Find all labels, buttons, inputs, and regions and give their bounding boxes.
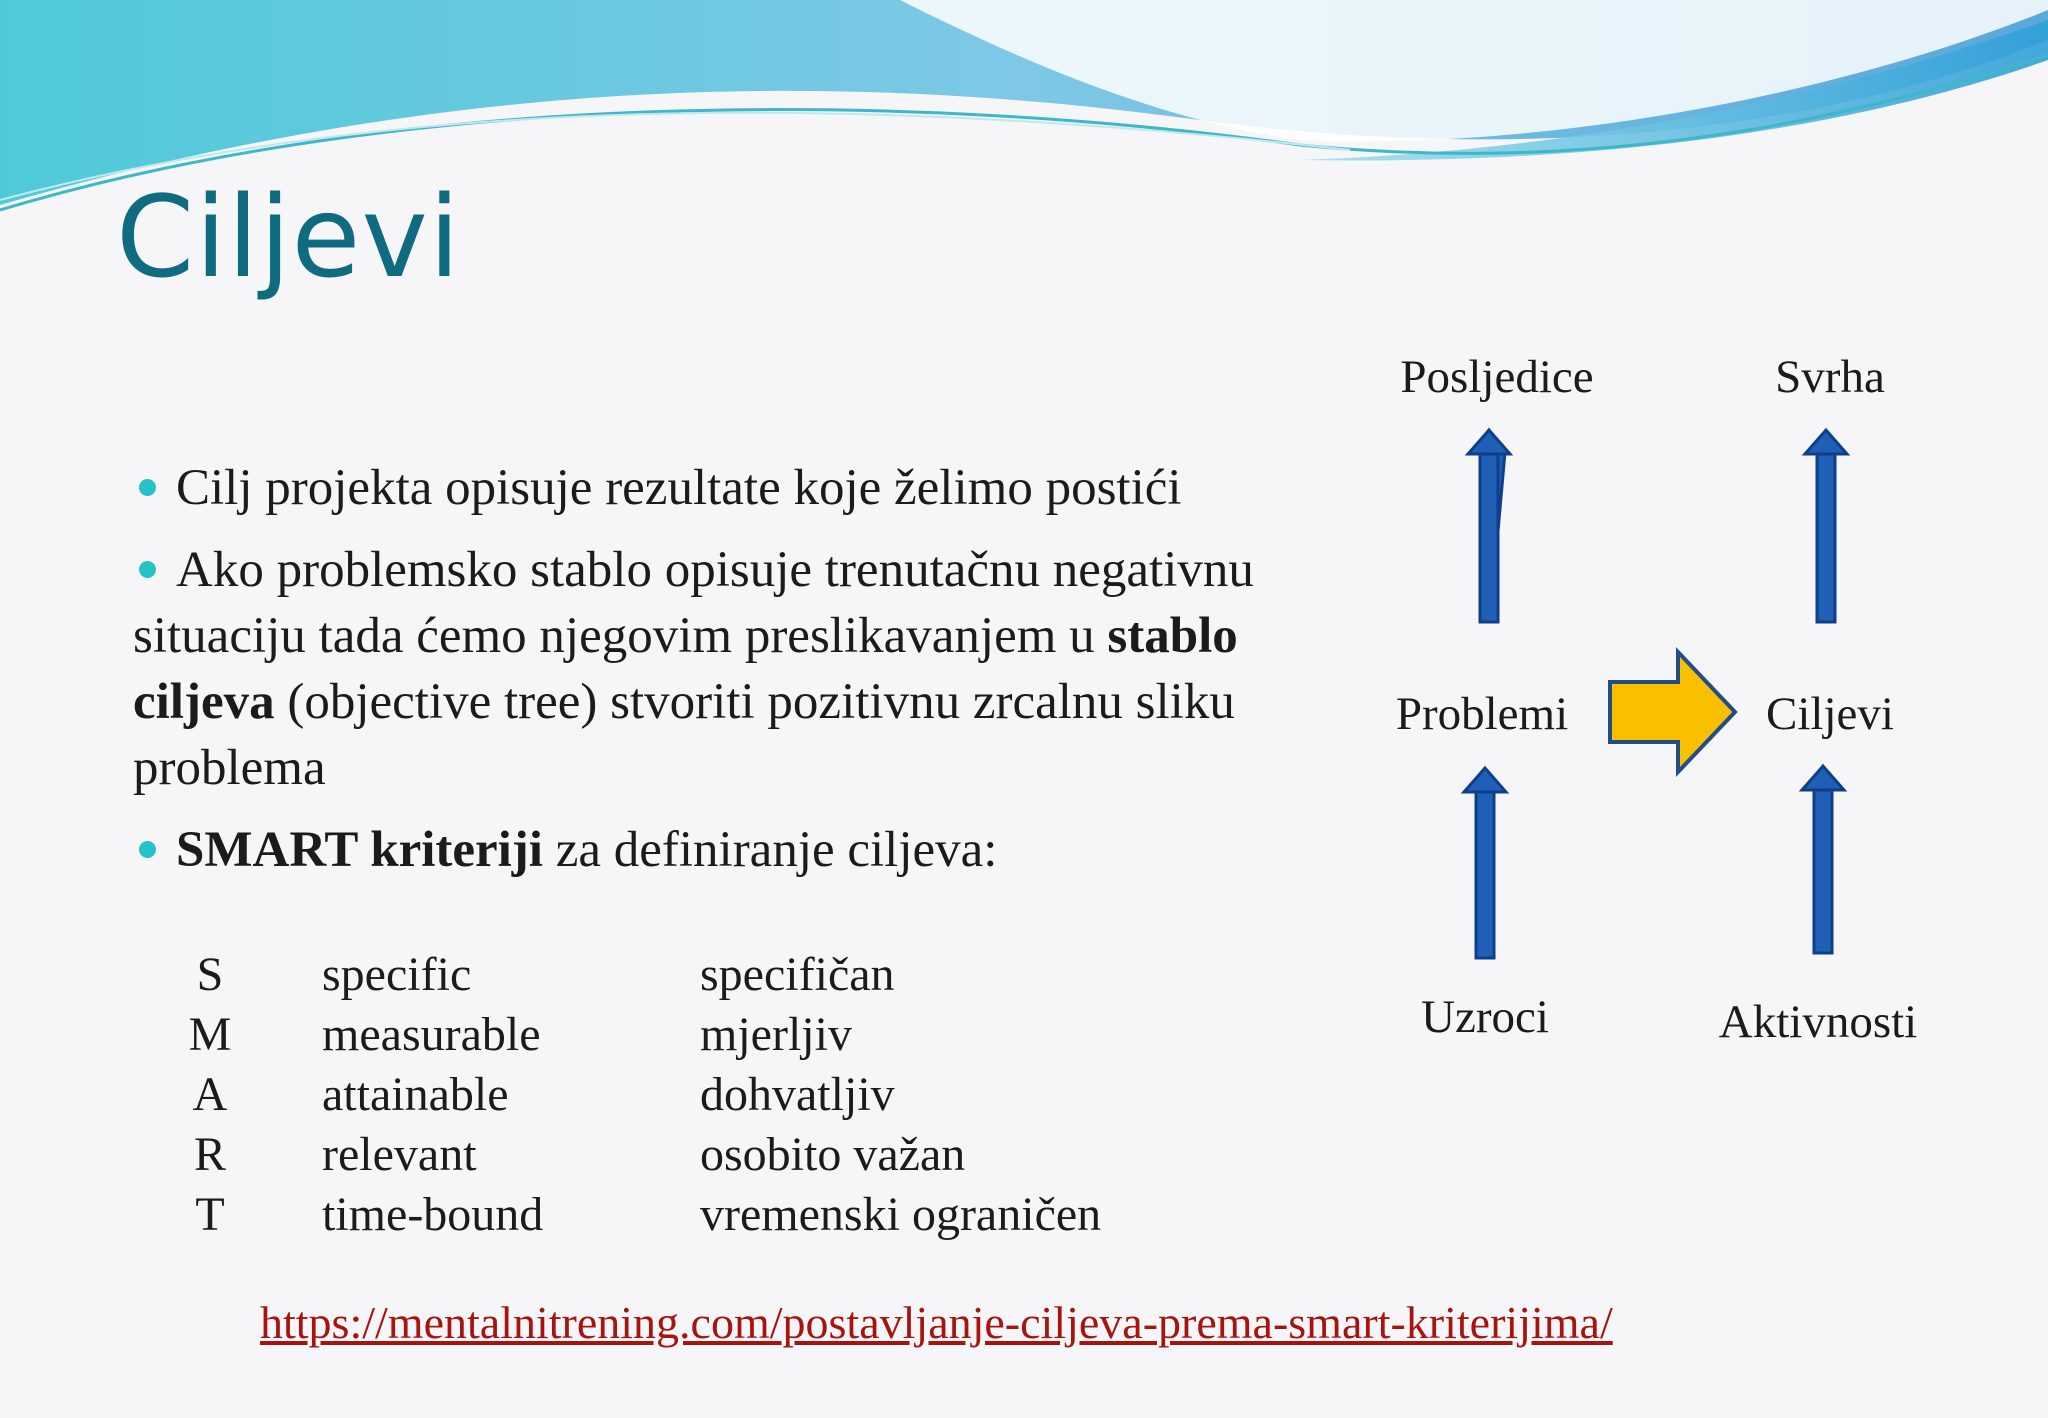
arrow-up-icon [1805, 430, 1847, 622]
bullet-3-bold: SMART kriteriji [176, 822, 543, 878]
smart-letter: M [188, 1008, 232, 1061]
smart-english: relevant [322, 1128, 477, 1181]
smart-english: time-bound [322, 1188, 544, 1241]
smart-letter: S [196, 948, 224, 1001]
arrow-up-icon [1464, 768, 1506, 958]
bullet-item [133, 817, 1333, 883]
smart-croatian: mjerljiv [700, 1008, 852, 1061]
label-svrha: Svrha [1775, 351, 1885, 403]
bullet-3-text-post: za definiranje ciljeva: [542, 822, 998, 878]
source-link[interactable]: https://mentalnitrening.com/postavljanje-ciljeva-prema-smart-kriterijima/ [260, 1297, 1613, 1348]
label-problemi: Problemi [1395, 688, 1569, 740]
problem-objective-diagram [1360, 330, 2010, 1080]
label-posljedice: Posljedice [1400, 351, 1594, 403]
arrow-up-icon [1468, 430, 1510, 622]
bullet-1-text: Cilj projekta opisuje rezultate koje želimo postići [176, 460, 1182, 516]
arrow-right-icon [1610, 652, 1735, 772]
bullet-dot-icon [139, 561, 156, 578]
smart-english: attainable [322, 1068, 509, 1121]
label-uzroci: Uzroci [1421, 991, 1549, 1043]
smart-english: measurable [322, 1008, 541, 1061]
bullet-2-bold: stablo ciljeva [133, 608, 1238, 730]
arrow-up-icon [1802, 766, 1844, 953]
smart-croatian: vremenski ograničen [700, 1188, 1102, 1241]
bullet-dot-icon [139, 479, 156, 496]
smart-croatian: dohvatljiv [700, 1068, 895, 1121]
bullet-2-text-post: (objective tree) stvoriti pozitivnu zrcalnu sliku problema [133, 674, 1235, 796]
diagram-arrows [1360, 330, 2010, 1080]
bullet-list [133, 455, 1333, 899]
smart-croatian: specifičan [700, 948, 895, 1001]
bullet-dot-icon [139, 841, 156, 858]
smart-english: specific [322, 948, 472, 1001]
smart-letter: A [192, 1068, 228, 1121]
bullet-2-text-pre: Ako problemsko stablo opisuje trenutačnu negativnu situaciju tada ćemo njegovim preslikavanjem u [133, 542, 1254, 664]
slide-title: Ciljevi [116, 173, 461, 303]
smart-croatian: osobito važan [700, 1128, 966, 1181]
label-ciljevi: Ciljevi [1766, 688, 1894, 740]
label-aktivnosti: Aktivnosti [1718, 996, 1918, 1048]
bullet-item [133, 537, 1333, 801]
smart-letter: T [195, 1188, 225, 1241]
smart-letter: R [193, 1128, 226, 1181]
bullet-item [133, 455, 1333, 521]
